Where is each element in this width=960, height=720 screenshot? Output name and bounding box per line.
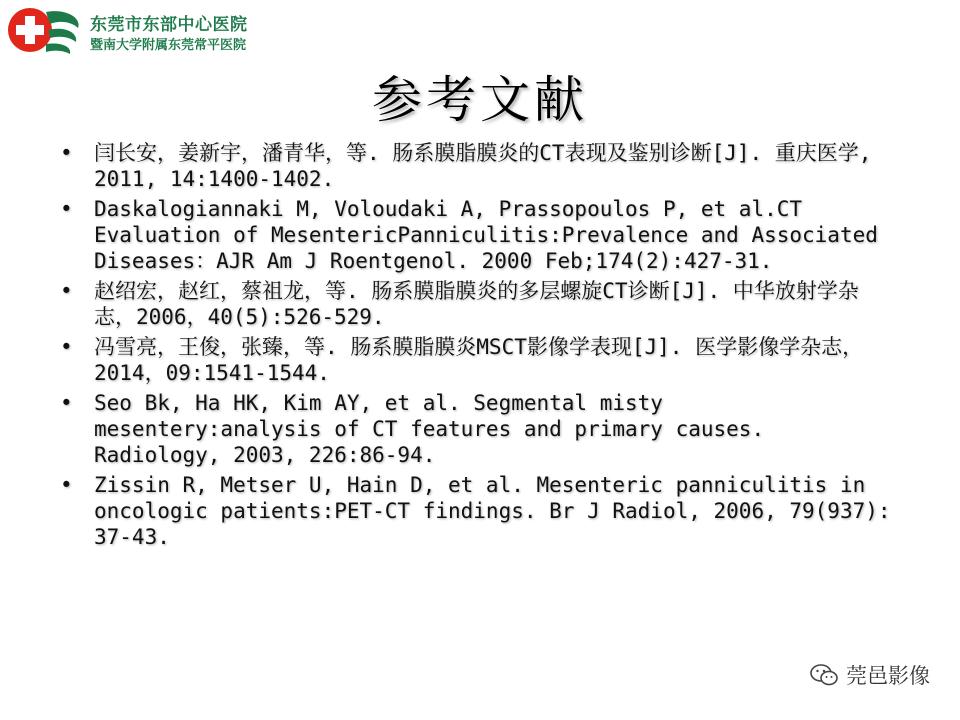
- hospital-name: 东莞市东部中心医院: [90, 15, 248, 35]
- bullet-marker: •: [60, 279, 73, 303]
- bullet-marker: •: [60, 141, 73, 165]
- watermark: [810, 660, 930, 690]
- reference-list: [60, 140, 900, 554]
- page-title: 参考文献: [372, 71, 588, 129]
- hospital-logo: [6, 4, 296, 56]
- hospital-affiliation: 暨南大学附属东莞常平医院: [90, 38, 247, 53]
- hospital-emblem-icon: [6, 4, 84, 56]
- reference-item: [60, 390, 900, 468]
- reference-text: Seo Bk, Ha HK, Kim AY, et al. Segmental misty mesentery:analysis of CT features and primary causes. Radiology, 2003, 226:86-94.: [94, 391, 765, 467]
- reference-item: [60, 278, 900, 330]
- reference-item: [60, 334, 900, 386]
- bullet-marker: •: [60, 197, 73, 221]
- reference-text: Daskalogiannaki M, Voloudaki A, Prassopoulos P, et al.CT Evaluation of MesentericPanniculitis:Prevalence and Associated Diseases：AJR Am J Roentgenol. 2000 Feb;174(2):427-31.: [94, 197, 878, 273]
- bullet-marker: •: [60, 473, 73, 497]
- reference-item: [60, 472, 900, 550]
- bullet-marker: •: [60, 391, 73, 415]
- reference-item: [60, 196, 900, 274]
- watermark-text: 莞邑影像: [846, 664, 930, 688]
- reference-item: [60, 140, 900, 192]
- reference-text: 赵绍宏，赵红，蔡祖龙，等. 肠系膜脂膜炎的多层螺旋CT诊断[J]. 中华放射学杂志，2006，40(5):526-529.: [94, 279, 859, 329]
- wechat-icon: [810, 663, 838, 687]
- reference-text: 闫长安，姜新宇，潘青华，等. 肠系膜脂膜炎的CT表现及鉴别诊断[J]. 重庆医学, 2011, 14:1400-1402.: [94, 141, 872, 191]
- reference-text: Zissin R, Metser U, Hain D, et al. Mesenteric panniculitis in oncologic patients:PET-CT findings. Br J Radiol, 2006, 79(937): 37-43.: [94, 473, 891, 549]
- reference-text: 冯雪亮，王俊，张臻，等. 肠系膜脂膜炎MSCT影像学表现[J]. 医学影像学杂志，2014，09:1541-1544.: [94, 335, 864, 385]
- bullet-marker: •: [60, 335, 73, 359]
